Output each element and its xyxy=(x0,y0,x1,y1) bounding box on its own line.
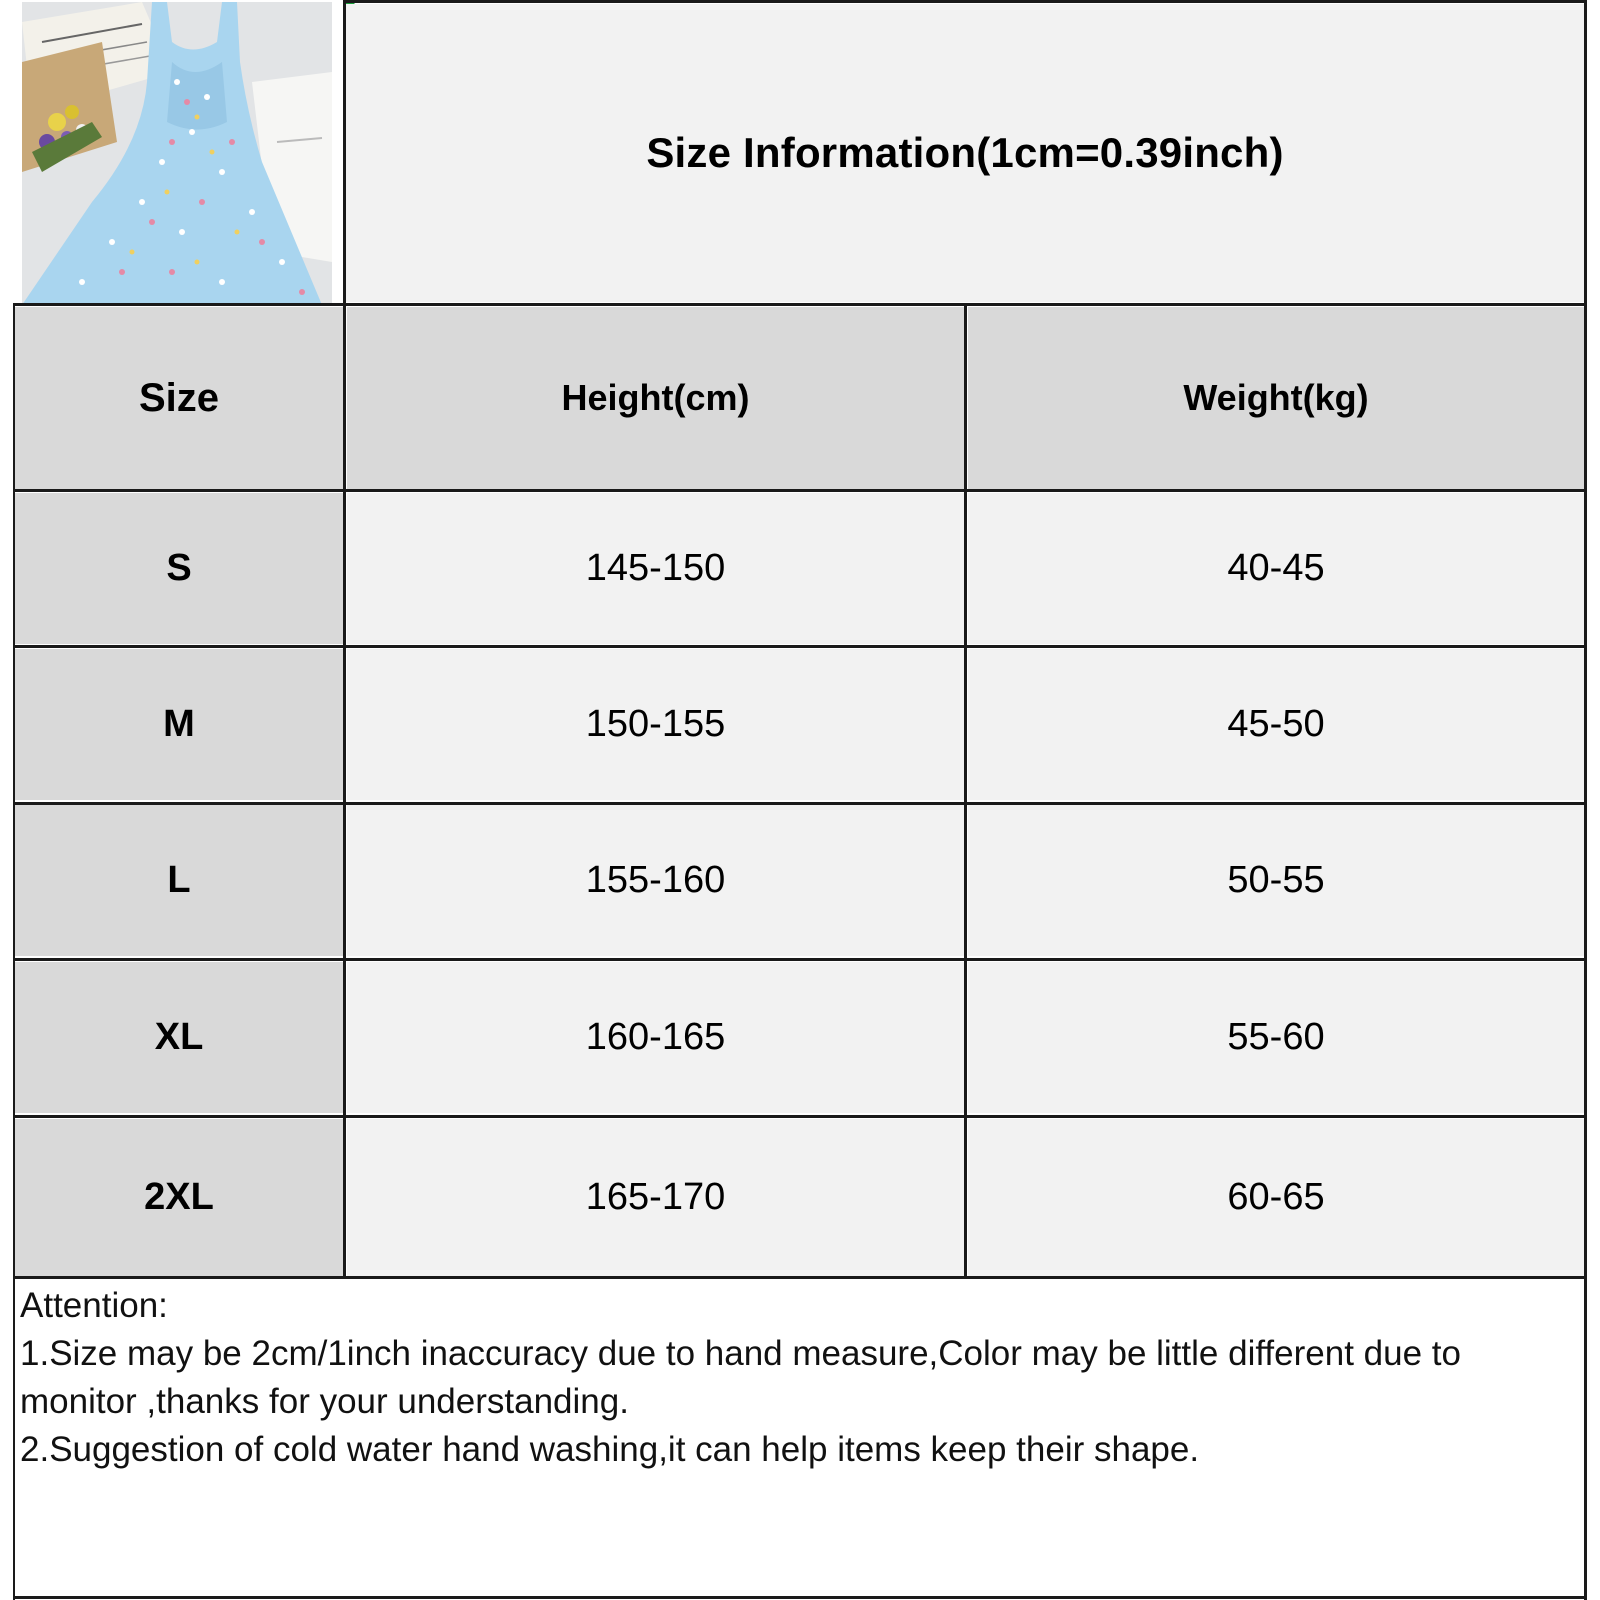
table-row-height: 155-160 xyxy=(347,805,964,956)
table-row-size: L xyxy=(15,805,343,956)
grid-line xyxy=(13,489,1587,492)
table-row-size: S xyxy=(15,493,343,644)
grid-line xyxy=(13,1115,1587,1118)
grid-line xyxy=(13,1596,1587,1599)
table-row-size: 2XL xyxy=(15,1119,343,1276)
floral-dress-photo-icon xyxy=(22,2,332,305)
grid-line xyxy=(13,303,15,1600)
notes-heading: Attention: xyxy=(20,1286,168,1325)
table-row-weight: 40-45 xyxy=(968,493,1584,644)
table-row-size: M xyxy=(15,649,343,800)
table-row-height: 145-150 xyxy=(347,493,964,644)
header-weight: Weight(kg) xyxy=(968,307,1584,489)
grid-line xyxy=(13,958,1587,961)
table-row-height: 165-170 xyxy=(347,1119,964,1276)
notes-line-1: 1.Size may be 2cm/1inch inaccuracy due to hand measure,Color may be little different due to monitor ,thanks for your understanding. xyxy=(20,1334,1461,1421)
header-size: Size xyxy=(15,307,343,489)
table-row-height: 160-165 xyxy=(347,962,964,1113)
grid-line xyxy=(13,1276,1587,1279)
grid-line xyxy=(1584,0,1587,1600)
product-photo xyxy=(22,2,332,305)
grid-line xyxy=(343,0,346,1279)
table-row-size: XL xyxy=(15,962,343,1113)
size-information-title-cell xyxy=(346,4,1584,302)
page-title: Size Information(1cm=0.39inch) xyxy=(646,129,1284,176)
table-row-weight: 55-60 xyxy=(968,962,1584,1113)
table-row-weight: 50-55 xyxy=(968,805,1584,956)
table-row-weight: 60-65 xyxy=(968,1119,1584,1276)
grid-line xyxy=(13,645,1587,648)
table-row-weight: 45-50 xyxy=(968,649,1584,800)
table-row-height: 150-155 xyxy=(347,649,964,800)
grid-line xyxy=(13,802,1587,805)
notes-line-2: 2.Suggestion of cold water hand washing,it can help items keep their shape. xyxy=(20,1430,1200,1469)
grid-line xyxy=(343,0,1587,3)
attention-notes xyxy=(20,1282,1580,1582)
grid-line xyxy=(13,303,1587,306)
grid-line xyxy=(964,303,967,1279)
header-height: Height(cm) xyxy=(347,307,964,489)
